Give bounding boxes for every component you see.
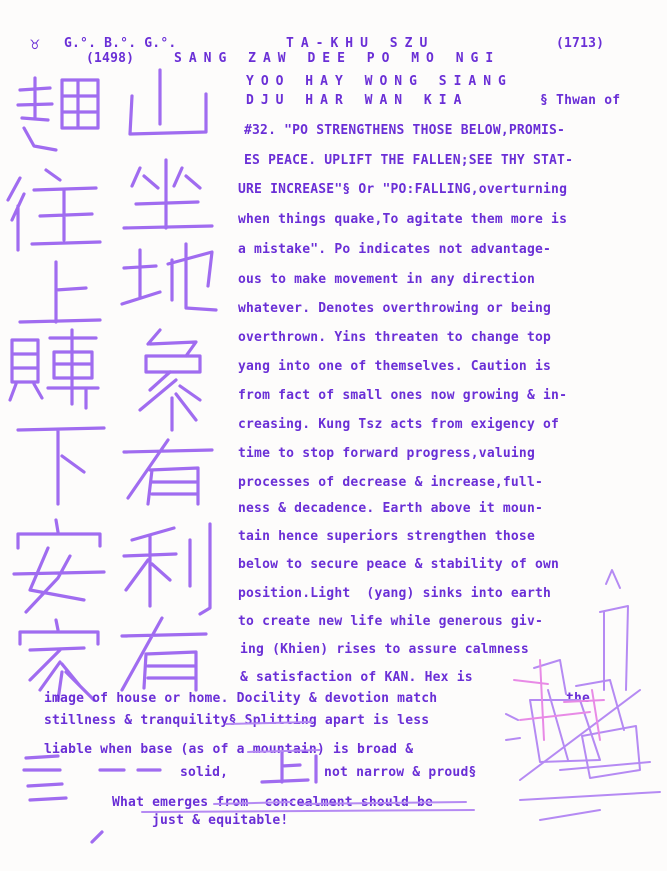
bottom-line-1: image of house or home. Docility & devotion match <box>44 691 438 706</box>
body-line-13: processes of decrease & increase,full- <box>238 475 544 490</box>
body-line-18: to create new life while generous giv- <box>238 614 544 629</box>
body-line-6: ous to make movement in any direction <box>238 272 535 287</box>
header-gbg: G.°. B.°. G.°. <box>64 36 177 51</box>
body-line-5: a mistake". Po indicates not advantage- <box>238 242 552 257</box>
header-title-4: DJU HAR WAN KIA <box>246 93 469 108</box>
body-line-1: #32. "PO STRENGTHENS THOSE BELOW,PROMIS- <box>244 123 566 138</box>
header-ref-number: (1498) <box>86 51 135 66</box>
header-title-1: TA-KHU SZU <box>286 36 435 51</box>
bottom-line-4: solid, <box>180 765 229 780</box>
body-line-14: ness & decadence. Earth above it moun- <box>238 501 544 516</box>
taurus-symbol-icon: ♉ <box>30 34 40 53</box>
body-line-16: below to secure peace & stability of own <box>238 557 560 572</box>
body-line-2: ES PEACE. UPLIFT THE FALLEN;SEE THY STAT- <box>244 153 574 168</box>
bottom-line-6: What emerges from concealment should be <box>112 795 434 810</box>
body-line-19: ing (Khien) rises to assure calmness <box>240 642 529 657</box>
body-line-4: when things quake,To agitate them more is <box>238 212 568 227</box>
body-line-17: position.Light (yang) sinks into earth <box>238 586 552 601</box>
body-line-9: yang into one of themselves. Caution is <box>238 359 552 374</box>
bottom-line-7: just & equitable! <box>152 813 289 828</box>
bottom-line-2: stillness & tranquility§ Splitting apart is less <box>44 713 430 728</box>
body-line-10: from fact of small ones now growing & in- <box>238 388 568 403</box>
body-line-7: whatever. Denotes overthrowing or being <box>238 301 552 316</box>
body-line-20: & satisfaction of KAN. Hex is <box>240 670 473 685</box>
bottom-line-3: liable when base (as of a mountain) is broad & <box>44 742 414 757</box>
bottom-line-1-tail: the <box>566 691 591 706</box>
body-line-11: creasing. Kung Tsz acts from exigency of <box>238 417 560 432</box>
header-title-3: YOO HAY WONG SIANG <box>246 74 513 89</box>
header-page-number: (1713) <box>556 36 605 51</box>
body-line-15: tain hence superiors strengthen those <box>238 529 535 544</box>
body-line-12: time to stop forward progress,valuing <box>238 446 535 461</box>
body-line-8: overthrown. Yins threaten to change top <box>238 330 552 345</box>
body-line-3: URE INCREASE"§ Or "PO:FALLING,overturning <box>238 182 568 197</box>
header-title-2: SANG ZAW DEE PO MO NGI <box>174 51 501 66</box>
bottom-line-5: not narrow & proud§ <box>324 765 477 780</box>
header-title-4-tail: § Thwan of <box>540 93 621 108</box>
